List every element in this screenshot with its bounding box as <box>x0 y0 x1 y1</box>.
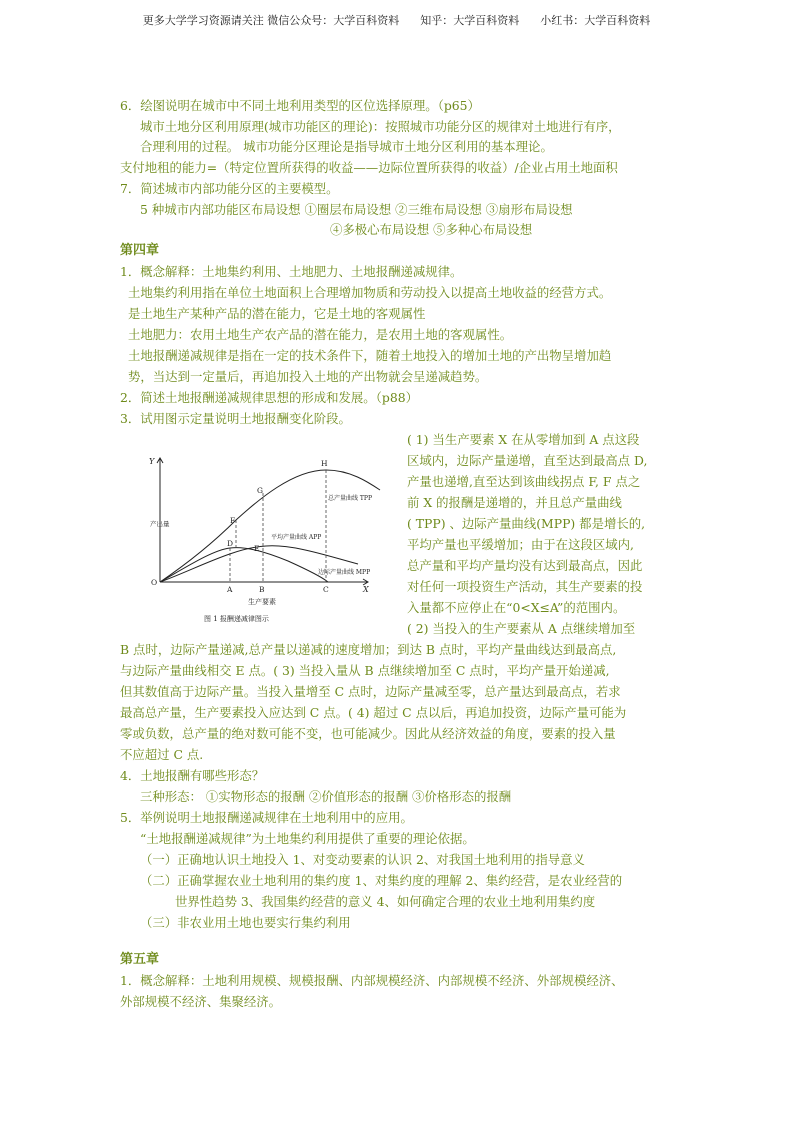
right-text-2: 区域内，边际产量递增，直至达到最高点 D, <box>407 453 648 468</box>
question-5-1-line-2: 外部规模不经济、集聚经济。 <box>120 994 282 1009</box>
paragraph-line-4: 最高总产量，生产要素投入应达到 C 点。( 4) 超过 C 点以后，再追加投资，边际产量可能为 <box>120 705 627 720</box>
right-text-8: 对任何一项投资生产活动，其生产要素的投 <box>407 579 643 594</box>
point-h-label: H <box>321 459 328 468</box>
right-text-1: ( 1) 当生产要素 X 在从零增加到 A 点这段 <box>407 432 640 447</box>
question-4-1: 1．概念解释：土地集约利用、土地肥力、土地报酬递减规律。 <box>120 264 463 279</box>
answer-6-line-3: 支付地租的能力=（特定位置所获得的收益——边际位置所获得的收益）/企业占用土地面积 <box>120 160 618 175</box>
answer-4-5-line-3: （二）正确掌握农业土地利用的集约度 1、对集约度的理解 2、集约经营，是农业经营的 <box>140 873 623 888</box>
x-axis-label: 生产要素 <box>248 598 276 606</box>
point-c-label: C <box>323 585 329 594</box>
x-axis-symbol: X <box>363 585 369 594</box>
question-6: 6．绘图说明在城市中不同土地利用类型的区位选择原理。（p65） <box>120 98 480 113</box>
y-axis-symbol: Y <box>149 457 155 466</box>
paragraph-line-6: 不应超过 C 点. <box>120 747 204 762</box>
chapter-5-heading: 第五章 <box>120 952 160 967</box>
paragraph-line-3: 但其数值高于边际产量。当投入量增至 C 点时，边际产量减至零，总产量达到最高点，若求 <box>120 684 621 699</box>
point-b-label: B <box>259 585 265 594</box>
point-f-label: F <box>230 516 236 525</box>
right-text-7: 总产量和平均产量均没有达到最高点，因此 <box>407 558 643 573</box>
tpp-curve <box>160 470 380 582</box>
point-a-label: A <box>227 585 233 594</box>
right-text-4: 前 X 的报酬是递增的，并且总产量曲线 <box>407 495 622 510</box>
question-4-3: 3．试用图示定量说明土地报酬变化阶段。 <box>120 411 351 426</box>
app-label: 平均产量曲线 APP <box>271 534 322 541</box>
paragraph-line-2: 与边际产量曲线相交 E 点。( 3) 当投入量从 B 点继续增加至 C 点时，平均产量开始递减, <box>120 663 610 678</box>
chapter-4-heading: 第四章 <box>120 243 160 258</box>
figure-caption: 图 1 报酬递减律图示 <box>204 615 269 623</box>
question-4-5: 5．举例说明土地报酬递减规律在土地利用中的应用。 <box>120 810 413 825</box>
origin-label: O <box>151 578 158 587</box>
answer-6-line-2: 合理利用的过程。 城市功能分区理论是指导城市土地分区利用的基本理论。 <box>140 139 553 154</box>
point-g-label: G <box>257 486 263 495</box>
answer-4-1-line-3: 土地肥力：农用土地生产农产品的潜在能力，是农用土地的客观属性。 <box>128 327 513 342</box>
answer-4-1-line-1: 土地集约利用指在单位土地面积上合理增加物质和劳动投入以提高土地收益的经营方式。 <box>128 285 612 300</box>
paragraph-line-1: B 点时，边际产量递减,总产量以递减的速度增加；到达 B 点时，平均产量曲线达到最高点, <box>120 642 617 657</box>
question-4-4: 4．土地报酬有哪些形态？ <box>120 768 265 783</box>
right-text-5: ( TPP) 、边际产量曲线(MPP) 都是增长的, <box>407 516 646 531</box>
page-header: 更多大学学习资源请关注 微信公众号：大学百科资料 知乎：大学百科资料 小红书：大学百科资料 <box>142 14 651 27</box>
paragraph-line-5: 零或负数，总产量的绝对数可能不变，也可能减少。因此从经济效益的角度，要素的投入量 <box>120 726 616 741</box>
y-axis-label: 产出量 <box>150 520 170 528</box>
mpp-curve <box>160 548 328 582</box>
answer-7-line-1: 5 种城市内部功能区布局设想 ①圈层布局设想 ②三维布局设想 ③扇形布局设想 <box>140 202 573 217</box>
answer-7-line-2: ④多极心布局设想 ⑤多种心布局设想 <box>330 222 533 237</box>
right-text-6: 平均产量也平缓增加；由于在这段区域内, <box>407 537 634 552</box>
right-text-3: 产量也递增,直至达到该曲线拐点 F, F 点之 <box>407 474 641 489</box>
answer-4-4: 三种形态： ①实物形态的报酬 ②价值形态的报酬 ③价格形态的报酬 <box>140 789 512 804</box>
right-text-9: 入量都不应停止在“0<X≤A”的范围内。 <box>407 600 626 615</box>
answer-4-5-line-4: 世界性趋势 3、我国集约经营的意义 4、如何确定合理的农业土地利用集约度 <box>175 894 596 909</box>
diminishing-returns-figure <box>118 448 394 626</box>
question-5-1-line-1: 1．概念解释：土地利用规模、规模报酬、内部规模经济、内部规模不经济、外部规模经济、 <box>120 973 624 988</box>
tpp-label: 总产量曲线 TPP <box>328 495 372 502</box>
answer-4-5-line-2: （一）正确地认识土地投入 1、对变动要素的认识 2、对我国土地利用的指导意义 <box>140 852 585 867</box>
mpp-label: 边际产量曲线 MPP <box>318 569 371 576</box>
answer-6-line-1: 城市土地分区利用原理(城市功能区的理论)：按照城市功能分区的规律对土地进行有序， <box>140 119 621 134</box>
point-d-label: D <box>227 539 234 548</box>
answer-4-1-line-2: 是土地生产某种产品的潜在能力，它是土地的客观属性 <box>128 306 426 321</box>
question-4-2: 2．简述土地报酬递减规律思想的形成和发展。（p88） <box>120 390 418 405</box>
question-7: 7．简述城市内部功能分区的主要模型。 <box>120 181 339 196</box>
answer-4-1-line-4: 土地报酬递减规律是指在一定的技术条件下，随着土地投入的增加土地的产出物呈增加趋 <box>128 348 612 363</box>
answer-4-5-line-1: “土地报酬递减规律”为土地集约利用提供了重要的理论依据。 <box>140 831 475 846</box>
answer-4-1-line-5: 势，当达到一定量后，再追加投入土地的产出物就会呈递减趋势。 <box>128 369 488 384</box>
point-e-label: E <box>254 544 260 553</box>
right-text-10: ( 2) 当投入的生产要素从 A 点继续增加至 <box>407 621 636 636</box>
answer-4-5-line-5: （三）非农业用土地也要实行集约利用 <box>140 915 351 930</box>
